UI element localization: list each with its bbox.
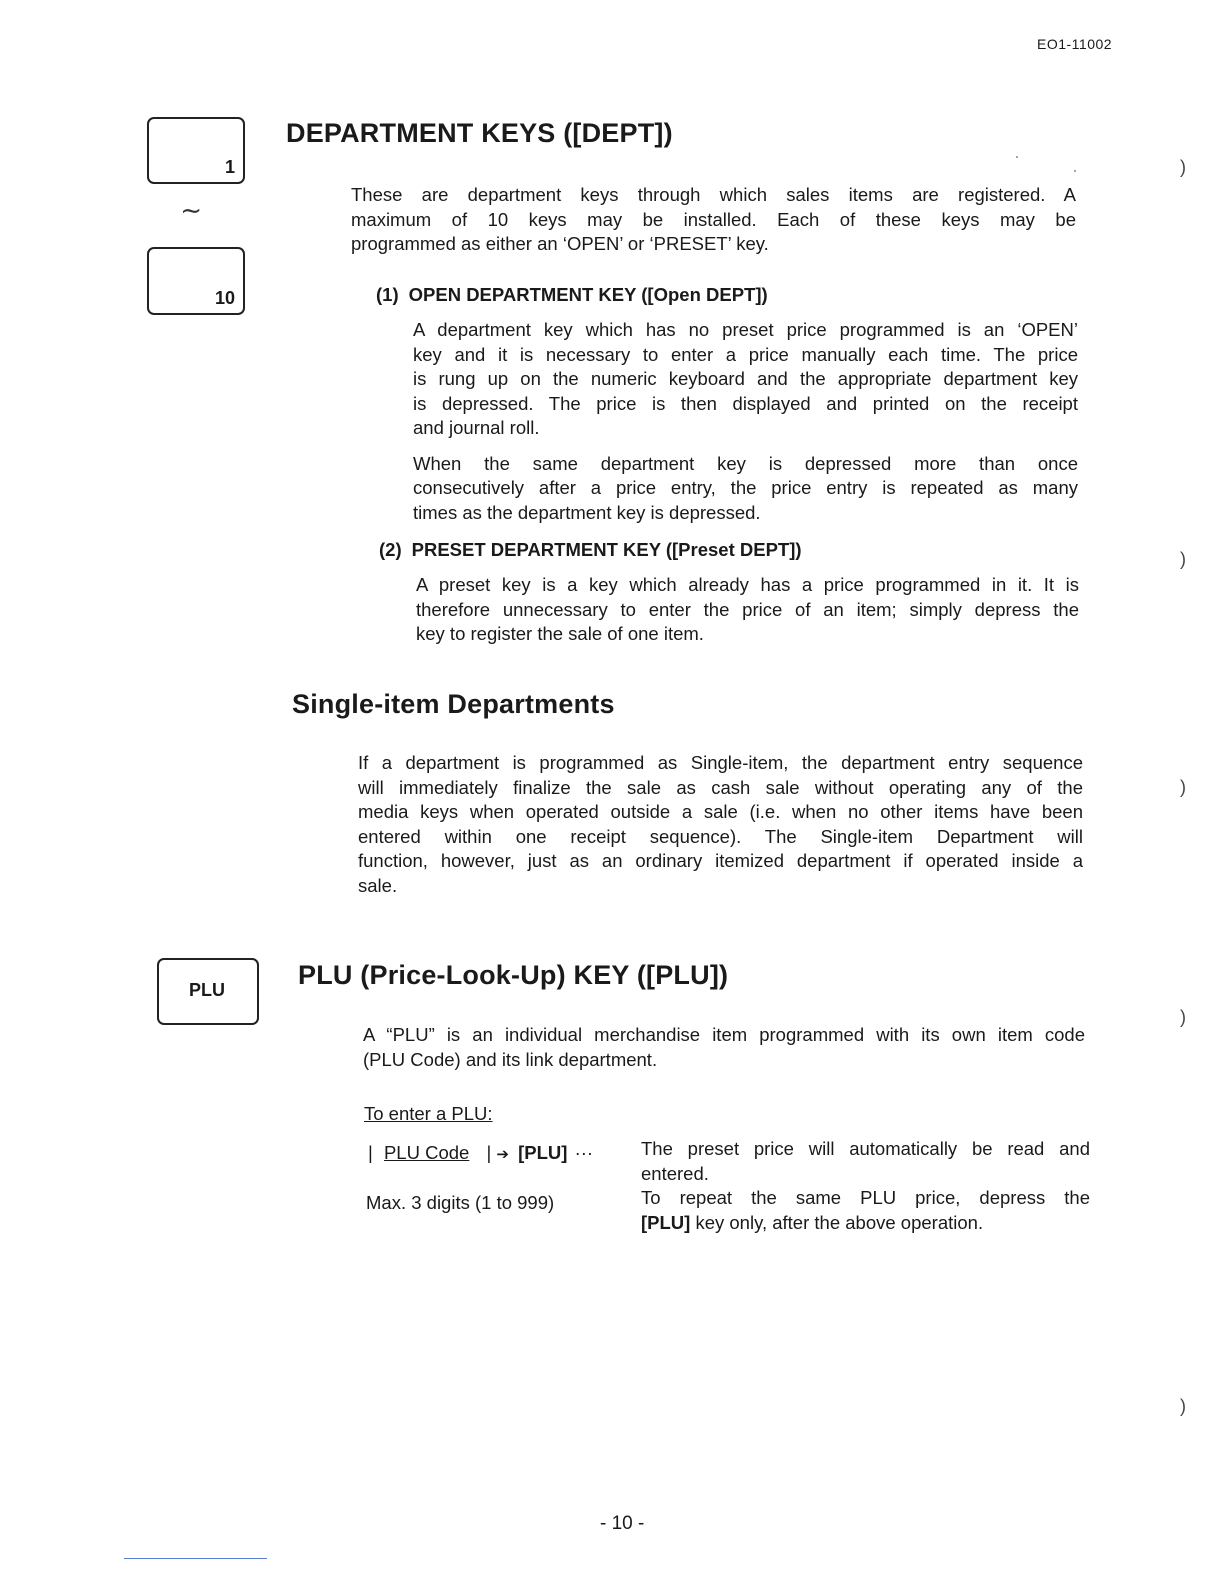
plu-key-label: PLU (189, 980, 225, 1000)
dept-key-10-icon (147, 247, 245, 315)
preset-dept-line: therefore unnecessary to enter the price of an item; simply depress the (416, 598, 1079, 620)
margin-mark: ) (1180, 157, 1186, 177)
dept-intro (351, 183, 1076, 257)
open-dept-line: is depressed. The price is then displayed and printed on the receipt (413, 392, 1078, 414)
plu-desc-line: The preset price will automatically be read and (641, 1138, 1090, 1159)
margin-mark: ) (1180, 549, 1186, 569)
open-dept-subheading (376, 284, 768, 306)
preset-dept-number: (2) (379, 539, 402, 560)
open-dept-line: key and it is necessary to enter a price manually each time. The price (413, 343, 1078, 365)
single-item-line: sale. (358, 874, 398, 896)
page-number: - 10 - (600, 1513, 645, 1534)
preset-dept-subheading (379, 539, 802, 561)
dept-intro-line: These are department keys through which sales items are registered. A (351, 184, 1076, 205)
open-dept-line: A department key which has no preset price programmed is an ‘OPEN’ (413, 319, 1078, 340)
dept-key-10-label: 10 (214, 288, 235, 308)
open-dept-line: and journal roll. (413, 417, 540, 438)
open-dept-number: (1) (376, 284, 399, 305)
open-dept-line: consecutively after a price entry, the price entry is repeated as many (413, 477, 1078, 498)
plu-sequence-desc (641, 1137, 1090, 1235)
range-mark: ≀ (175, 206, 206, 216)
plu-key-sequence (368, 1141, 593, 1167)
dept-intro-line: maximum of 10 keys may be installed. Each of these keys may be (351, 208, 1076, 230)
dept-intro-line: programmed as either an ‘OPEN’ or ‘PRESET’ key. (351, 233, 769, 254)
plu-desc-text: key only, after the above operation. (695, 1211, 984, 1233)
margin-mark: ) (1180, 777, 1186, 797)
margin-mark: ) (1180, 1396, 1186, 1416)
document-code: EO1-11002 (1037, 36, 1113, 52)
dept-key-1-icon (147, 117, 245, 184)
sequence-dots: ··· (574, 1142, 594, 1163)
open-dept-line: When the same department key is depressed more than once (413, 452, 1078, 474)
plu-enter-heading: To enter a PLU: (364, 1103, 493, 1124)
single-item-line: media keys when operated outside a sale (i.e. when no other items have been (358, 801, 1083, 822)
plu-key-ref: [PLU] (641, 1211, 691, 1233)
single-item-line: will immediately finalize the sale as cash sale without operating any of the (358, 776, 1083, 798)
scan-speck (1016, 156, 1018, 158)
plu-desc-line: entered. (641, 1162, 709, 1184)
plu-intro-line: A “PLU” is an individual merchandise item programmed with its own item code (363, 1024, 1085, 1045)
plu-desc-line: To repeat the same PLU price, depress the (641, 1187, 1090, 1208)
single-item-line: entered within one receipt sequence). The Single-item Department will (358, 825, 1083, 847)
plu-code-entry: PLU Code (383, 1142, 470, 1163)
plu-key-ref: [PLU] (518, 1142, 568, 1163)
single-item-heading: Single-item Departments (292, 689, 615, 719)
bottom-rule (124, 1558, 267, 1559)
preset-dept-line: A preset key is a key which already has a price programmed in it. It is (416, 574, 1079, 595)
margin-mark: ) (1180, 1007, 1186, 1027)
plu-key-icon (157, 958, 259, 1025)
single-item-body (358, 751, 1083, 898)
open-dept-line: is rung up on the numeric keyboard and the appropriate department key (413, 368, 1078, 389)
open-dept-title: OPEN DEPARTMENT KEY ([Open DEPT]) (408, 284, 768, 305)
dept-key-1-label: 1 (224, 157, 235, 177)
open-dept-body (413, 318, 1078, 525)
single-item-line: function, however, just as an ordinary itemized department if operated inside a (358, 850, 1083, 871)
arrow-right-icon: ➔ (496, 1145, 509, 1163)
dept-heading: DEPARTMENT KEYS ([DEPT]) (286, 118, 673, 148)
plu-intro-line: (PLU Code) and its link department. (363, 1048, 658, 1070)
sequence-bar-right: | (486, 1142, 492, 1163)
plu-intro (363, 1023, 1085, 1072)
open-dept-line: times as the department key is depressed. (413, 501, 761, 523)
preset-dept-title: PRESET DEPARTMENT KEY ([Preset DEPT]) (411, 539, 802, 560)
plu-desc-line (641, 1211, 1090, 1236)
preset-dept-body (416, 573, 1079, 647)
scan-speck (1074, 170, 1076, 172)
single-item-line: If a department is programmed as Single-item, the department entry sequence (358, 752, 1083, 773)
plu-heading: PLU (Price-Look-Up) KEY ([PLU]) (298, 960, 729, 990)
sequence-bar-left: | (368, 1142, 373, 1163)
plu-code-digits-note: Max. 3 digits (1 to 999) (366, 1192, 555, 1213)
preset-dept-line: key to register the sale of one item. (416, 623, 704, 644)
